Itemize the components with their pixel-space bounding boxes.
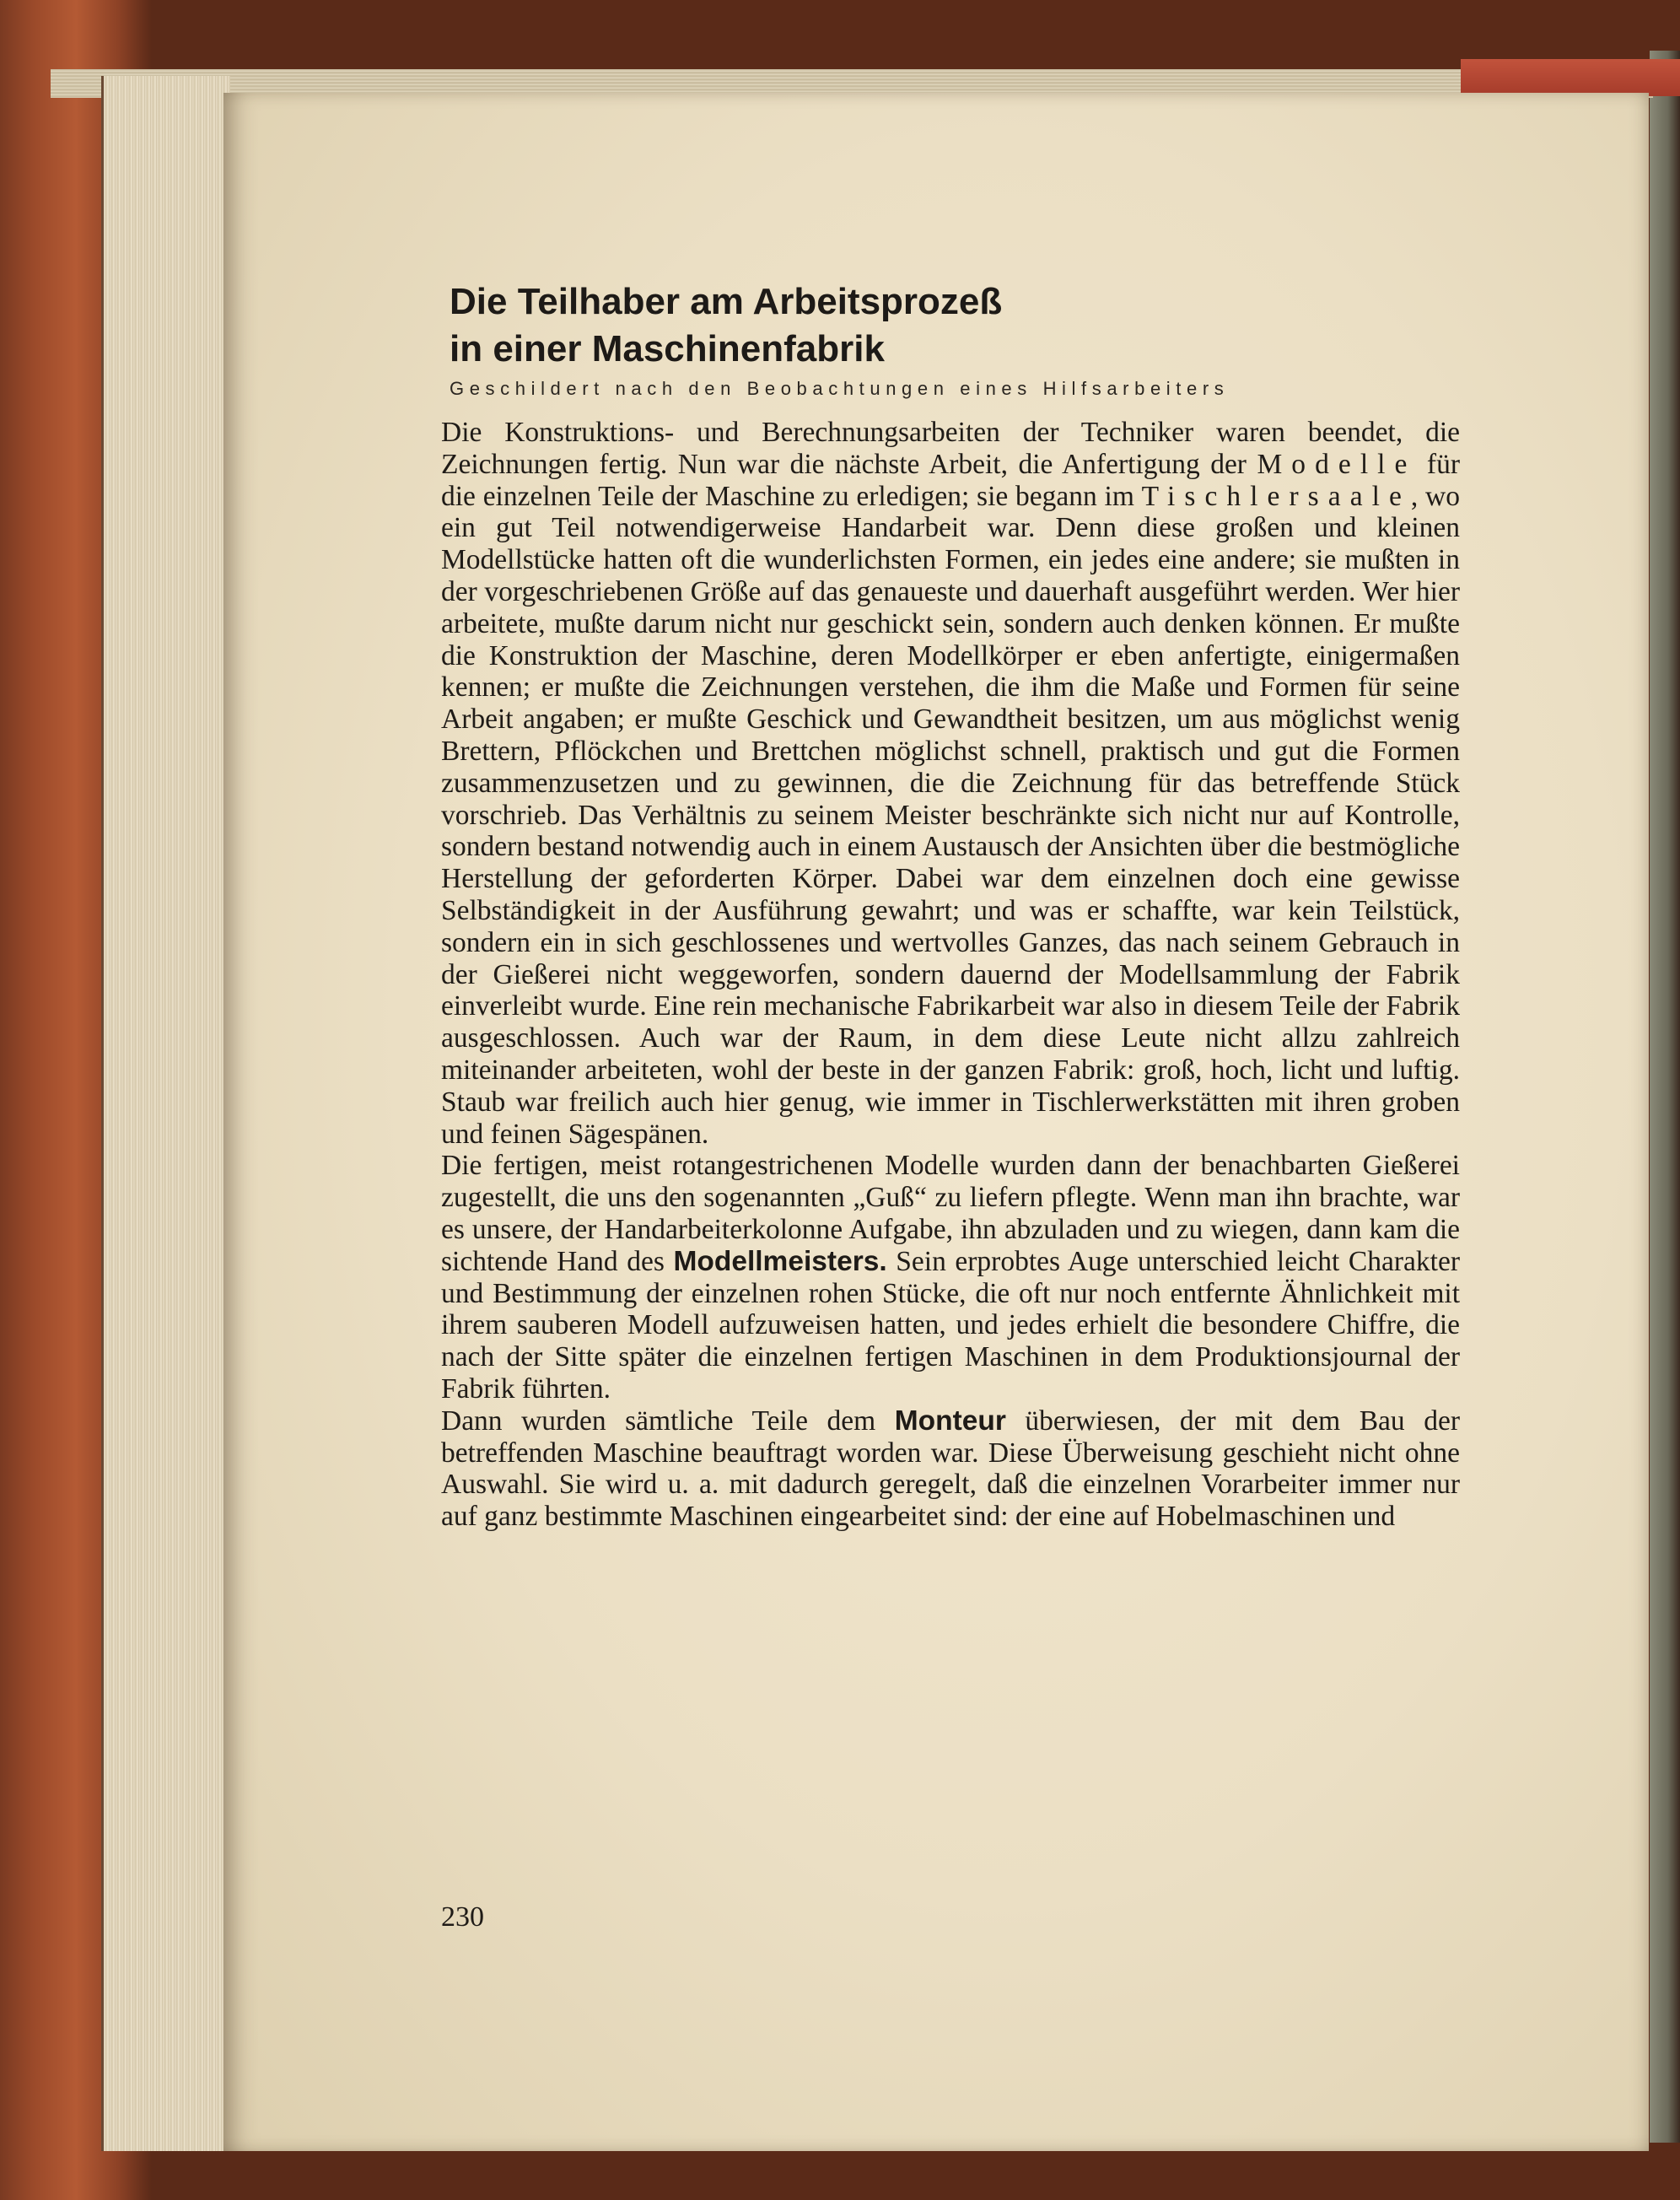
title-line-1: Die Teilhaber am Arbeitsprozeß bbox=[450, 281, 1003, 322]
cover-corner bbox=[1461, 59, 1680, 96]
paragraph-3-text-c: überwiesen, der mit dem Bau der betreffenden Maschine beauftragt worden war. Diese Überweisung geschieht nicht ohne Auswahl. Sie wird u. a. mit dadurch geregelt, daß die einzelnen Vorarbeiter immer nur auf ganz bestimmte Maschinen eingearbeitet sind: der eine auf Hobelmaschinen und bbox=[441, 1405, 1460, 1533]
emphasis-tischlersaale: Tischlersaale bbox=[1141, 480, 1411, 512]
article-body bbox=[441, 417, 1460, 1533]
paragraph-1-text-c: für die einzelnen Teile der Maschine zu erledigen; sie begann im bbox=[441, 448, 1460, 512]
paragraph-1-text-a: Die Konstruktions- und Berechnungsarbeiten der Techniker waren beendet, die Zeichnungen fertig. Nun war die nächste Arbeit, die Anfertigung der bbox=[441, 417, 1460, 480]
book-cover-right-edge bbox=[1650, 51, 1680, 2143]
article-subtitle: Geschildert nach den Beobachtungen eines Hilfsarbeiters bbox=[450, 378, 1230, 399]
emphasis-monteur: Monteur bbox=[894, 1405, 1006, 1437]
paragraph-2-text-a: Die fertigen, meist rotangestrichenen Modelle wurden dann der benachbarten Gießerei zugestellt, die uns den sogenannten „Guß“ zu liefern pflegte. Wenn man ihn brachte, war es unsere, der Handarbeiterkolonne Aufgabe, ihn abzuladen und zu wiegen, dann kam die sichtende Hand des bbox=[441, 1150, 1460, 1277]
paragraph-3 bbox=[441, 1405, 1460, 1533]
article-title bbox=[450, 278, 1462, 373]
paragraph-3-text-a: Dann wurden sämtliche Teile dem bbox=[441, 1405, 895, 1437]
page-number: 230 bbox=[441, 1901, 484, 1933]
emphasis-modellmeisters: Modellmeisters. bbox=[673, 1245, 887, 1277]
paragraph-1 bbox=[441, 417, 1460, 1150]
paragraph-2-text-c: Sein erprobtes Auge unterschied leicht Charakter und Bestimmung der einzelnen rohen Stücke, die oft nur noch entfernte Ähnlichkeit mit ihrem sauberen Modell aufzuweisen hatten, und jedes erhielt die besondere Chiffre, die nach der Sitte später die einzelnen fertigen Maschinen in dem Produktionsjournal der Fabrik führten. bbox=[441, 1245, 1460, 1405]
paragraph-2 bbox=[441, 1150, 1460, 1405]
emphasis-modelle: Modelle bbox=[1257, 448, 1417, 480]
title-line-2: in einer Maschinenfabrik bbox=[450, 328, 885, 369]
page-stack-left-edge bbox=[101, 76, 230, 2151]
paragraph-1-text-e: , wo ein gut Teil notwendigerweise Handarbeit war. Denn diese großen und kleinen Modellstücke hatten oft die wunderlichsten Formen, ein jedes eine andere; sie mußten in der vorgeschriebenen Größe auf das genaueste und dauerhaft ausgeführt werden. Wer hier arbeitete, mußte darum nicht nur geschickt sein, sondern auch denken können. Er mußte die Konstruktion der Maschine, deren Modellkörper er eben anfertigte, einigermaßen kennen; er mußte die Zeichnungen verstehen, die ihm die Maße und Formen für seine Arbeit angaben; er mußte Geschick und Gewandtheit besitzen, um aus möglichst wenig Brettern, Pflöckchen und Brettchen möglichst schnell, praktisch und gut die Formen zusammenzusetzen und zu gewinnen, die die Zeichnung für das betreffende Stück vorschrieb. Das Verhältnis zu seinem Meister beschränkte sich nicht nur auf Kontrolle, sondern bestand notwendig auch in einem Austausch der Ansichten über die bestmögliche Herstellung der geforderten Körper. Dabei war dem einzelnen doch eine gewisse Selbständigkeit in der Ausführung gewahrt; und was er schaffte, war kein Teilstück, sondern ein in sich geschlossenes und wertvolles Ganzes, das nach seinem Gebrauch in der Gießerei nicht weggeworfen, sondern dauernd der Modellsammlung der Fabrik einverleibt wurde. Eine rein mechanische Fabrikarbeit war also in diesem Teile der Fabrik ausgeschlossen. Auch war der Raum, in dem diese Leute nicht allzu zahlreich miteinander arbeiteten, wohl der beste in der ganzen Fabrik: groß, hoch, licht und luftig. Staub war freilich auch hier genug, wie immer in Tischlerwerkstätten mit ihren groben und feinen Sägespänen. bbox=[441, 480, 1460, 1150]
